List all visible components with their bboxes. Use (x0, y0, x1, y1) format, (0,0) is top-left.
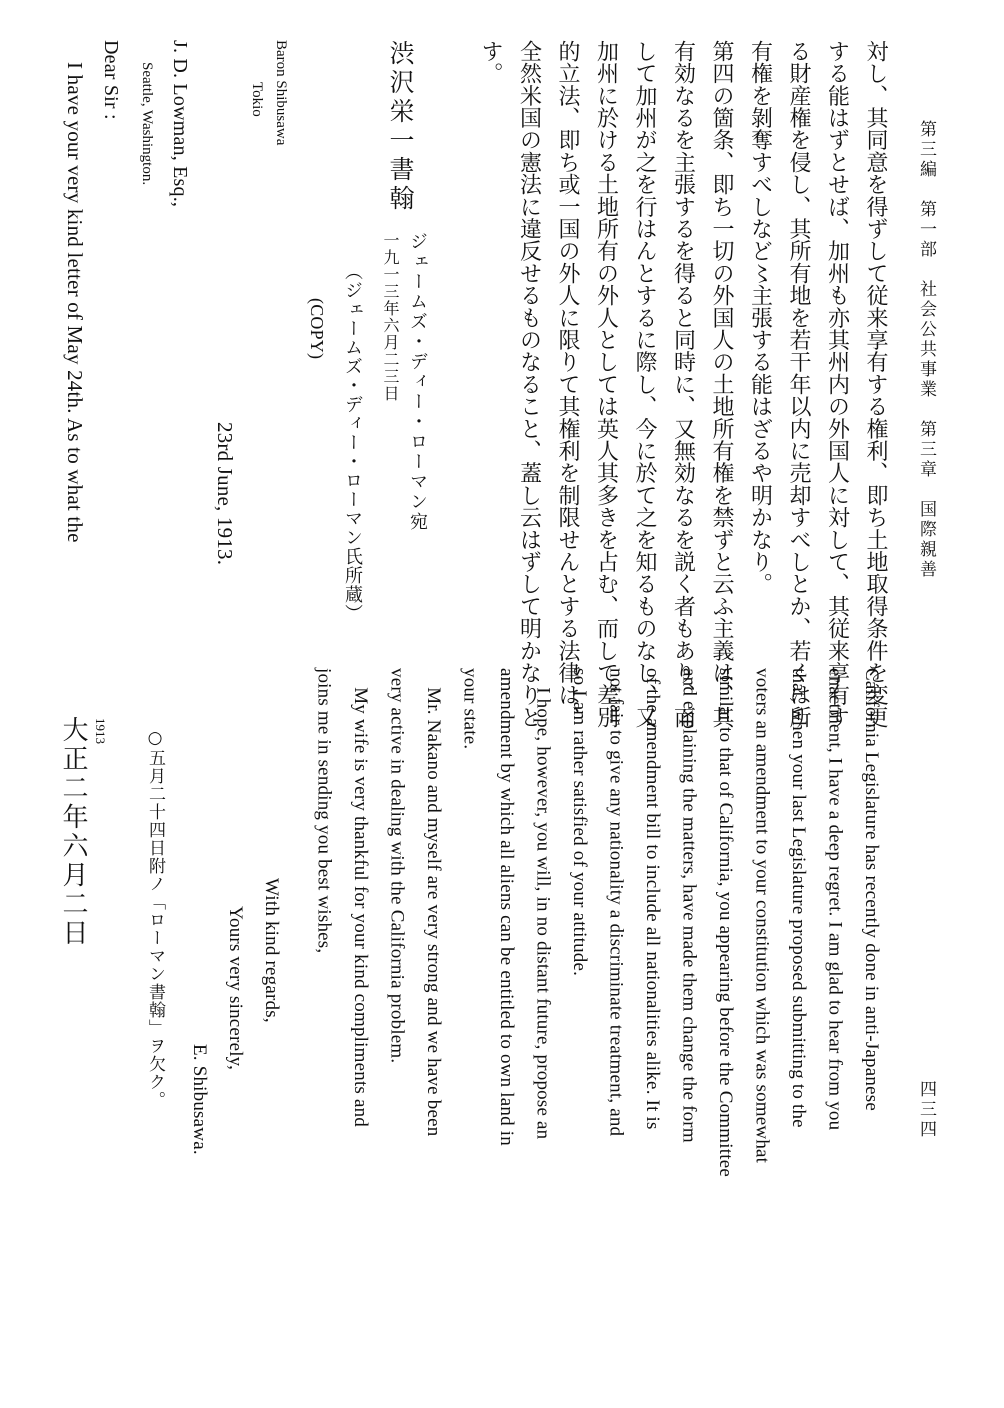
date-heading: 大正二年六月二日 (58, 716, 88, 948)
letter-body-line: very active in dealing with the California problem. (386, 668, 408, 1064)
closing-regards: With kind regards, (261, 878, 282, 1023)
signature: E. Shibusawa. (189, 1044, 210, 1155)
running-head: 第三編 第一部 社会公共事業 第三章 国際親善 (916, 120, 936, 580)
recipient-name: J. D. Lowman, Esq., (169, 40, 191, 208)
letter-body-line: I hope, however, you will, in no distant future, propose an (532, 668, 554, 1140)
letter-body-line: similar to that of California, you appearing before the Committee (715, 668, 736, 1177)
letter-body-line: of the amendment bill to include all nationalities alike. It is (642, 668, 663, 1130)
letter-body-line: amendment by which all aliens can be entitled to own land in (496, 668, 517, 1146)
letter-body-line: so I am rather satisfied of your attitude. (569, 668, 590, 977)
letter-body-line: enactment, I have a deep regret. I am glad to hear from you (824, 668, 846, 1131)
recipient-city: Seattle, Washington. (139, 62, 155, 186)
date-japanese: 一九一三年六月二三日 (381, 232, 400, 402)
japanese-text-line: 対し、其同意を得ずして従来享有する権利、即ち土地取得条件を変更 (863, 40, 888, 729)
sender-name: Baron Shibusawa (273, 40, 289, 146)
copy-label: (COPY) (307, 298, 327, 360)
letter-body-line: your state. (459, 668, 481, 750)
collection-note: （ジェームズ・ディー・ローマン氏所蔵） (342, 262, 363, 623)
japanese-text-line: して加州が之を行はんとするに際し、今に於て之を知るものなし、又 (632, 40, 657, 729)
japanese-text-line: 的立法、即ち或一国の外人に限りて其権利を制限せんとする法律は、 (555, 40, 580, 729)
missing-letter-note: ○五月二十四日附ノ「ローマン書翰」ヲ欠ク。 (145, 728, 165, 1109)
japanese-text-line: 加州に於ける土地所有の外人としては英人其多きを占む、而して差別 (593, 40, 619, 729)
closing-sincerely: Yours very sincerely, (225, 906, 246, 1071)
letter-first-line: I have your very kind letter of May 24th. As to what the (63, 62, 87, 543)
letter-body-line: My wife is very thankful for your kind compliments and (350, 668, 371, 1128)
sender-city: Tokio (249, 82, 265, 117)
letter-body-line: and explaining the matters, have made them change the form (678, 668, 700, 1143)
salutation: Dear Sir : (100, 40, 122, 120)
japanese-text-line: す。 (478, 40, 503, 85)
japanese-text-line: 第四の箇条、即ち一切の外国人の土地所有権を禁ずと云ふ主義は、其 (709, 40, 734, 729)
japanese-text-line: 有権を剝奪すべしなど〻主張する能はざるや明かなり。 (747, 40, 773, 595)
year-note: 1913 (93, 718, 108, 744)
page-number: 四三四 (916, 1080, 936, 1140)
letter-body-line: that, when your last Legislature proposed submitting to the (788, 668, 809, 1128)
japanese-text-line: 全然米国の憲法に違反せるものなること、蓋し云はずして明かなりと (516, 40, 542, 729)
letter-body-line: joins me in sending you best wishes, (313, 668, 335, 954)
addressee: ジェームズ・ディー・ローマン宛 (407, 232, 428, 532)
letter-body-line: California Legislature has recently done in anti-Japanese (861, 668, 882, 1111)
letter-body-line: not fair to give any nationality a discriminate treatment, and (605, 668, 627, 1137)
japanese-text-line: 有効なるを主張するを得ると同時に、又無効なるを説く者もあり、而 (670, 40, 696, 729)
letter-body-line: voters an amendment to your constitution which was somewhat (751, 668, 773, 1164)
japanese-text-line: る財産権を侵し、其所有地を若干年以内に売却すべしとか、若くは所 (786, 40, 811, 729)
letter-title: 渋沢栄一書翰 (386, 40, 415, 214)
letter-body-line: Mr. Nakano and myself are very strong and we have been (423, 668, 444, 1137)
japanese-text-line: する能はずとせば、加州も亦其州内の外国人に対して、其従来享有す (824, 40, 850, 729)
date-english: 23rd June, 1913. (213, 422, 237, 566)
